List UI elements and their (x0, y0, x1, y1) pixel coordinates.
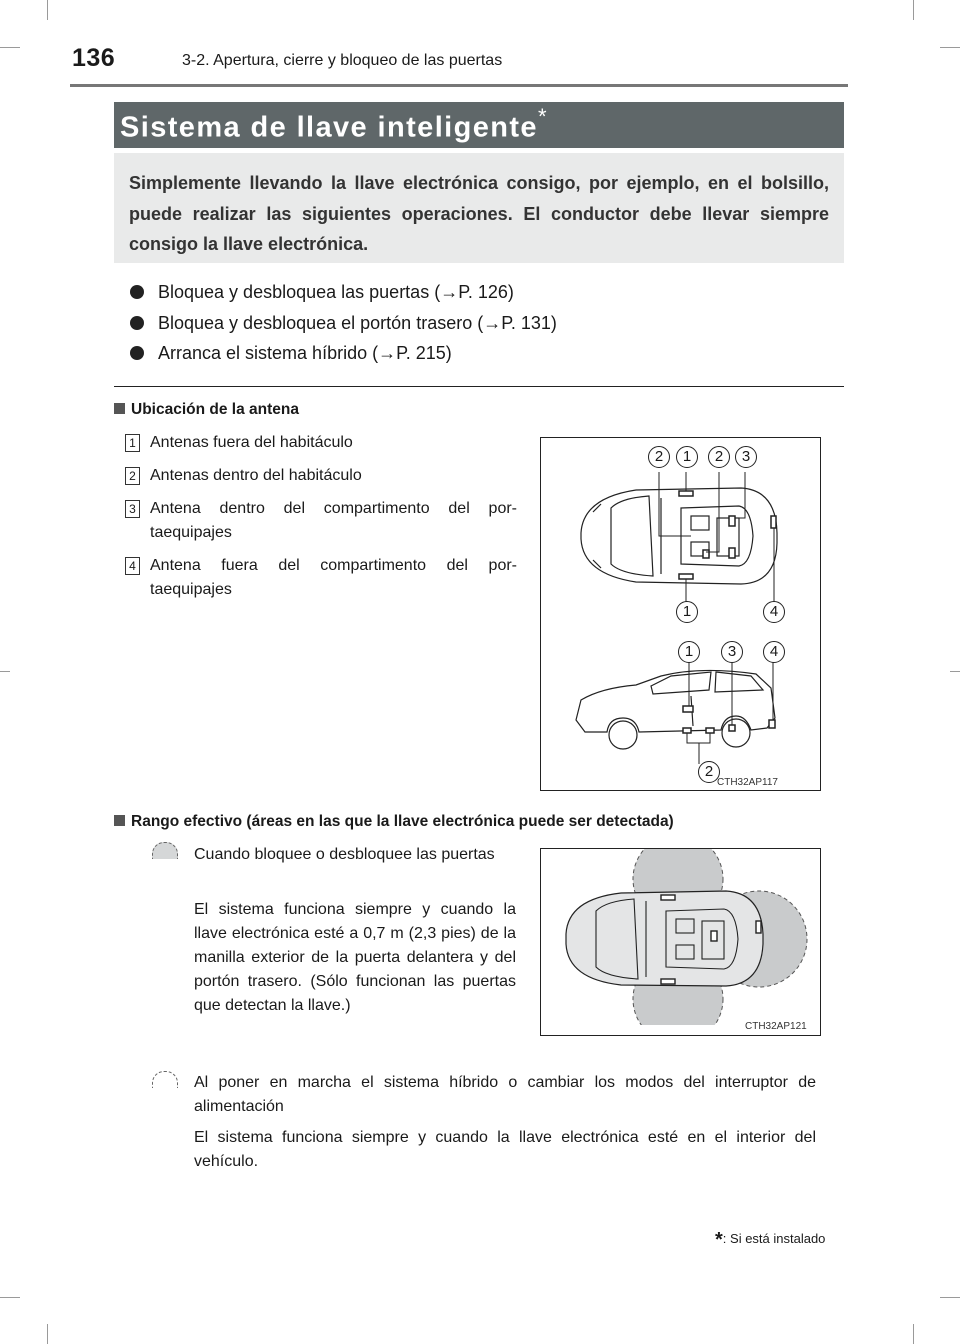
range-doors-body: El sistema funciona siempre y cuando la llave electrónica esté a 0,7 m (2,3 pies) de la manilla exterior de la puerta delantera y del portón trasero. (Sólo funcionan las puertas que detectan la llave.) (194, 901, 516, 1014)
page-title (120, 106, 548, 145)
antenna-item-text: Antenas dentro del habitáculo (150, 467, 362, 484)
bullet-icon (130, 316, 144, 330)
bullet-item (130, 313, 557, 334)
crop-mark (950, 671, 960, 672)
crop-mark (940, 47, 960, 48)
figure-code: CTH32AP121 (745, 1021, 807, 1032)
bullet-icon (130, 285, 144, 299)
square-bullet-icon (114, 815, 125, 826)
callout-3: 3 (721, 641, 743, 663)
callout-4: 4 (763, 641, 785, 663)
bullet-text: Bloquea y desbloquea el portón trasero (→P. 131) (158, 313, 557, 333)
page-number: 136 (72, 44, 116, 72)
detection-range-illustration (541, 849, 820, 1035)
number-badge: 3 (125, 500, 140, 518)
number-badge: 1 (125, 434, 140, 452)
antenna-item-text: Antena fuera del compartimento del por-taequipajes (150, 557, 517, 598)
crop-mark (0, 671, 10, 672)
range-heading-text: Rango efectivo (áreas en las que la llave electrónica puede ser detectada) (131, 813, 674, 830)
callout-3: 3 (735, 446, 757, 468)
callout-2: 2 (648, 446, 670, 468)
footnote-marker: * (715, 1229, 723, 1251)
callout-2: 2 (708, 446, 730, 468)
bullet-icon (130, 346, 144, 360)
crop-mark (913, 0, 914, 20)
interior-range-icon (152, 1071, 178, 1088)
bullet-text: Arranca el sistema híbrido (→P. 215) (158, 343, 452, 363)
header-divider (70, 84, 848, 87)
range-heading (114, 813, 674, 831)
crop-mark (47, 1324, 48, 1344)
figure-code: CTH32AP117 (717, 777, 778, 788)
range-area-icon (152, 842, 178, 859)
antenna-item-text: Antena dentro del compartimento del por-taequipajes (150, 500, 517, 541)
section-divider (114, 386, 844, 387)
footnote (715, 1226, 825, 1249)
range-start-title: Al poner en marcha el sistema híbrido o cambiar los modos del interruptor de alimentación (194, 1074, 816, 1115)
number-badge: 4 (125, 557, 140, 575)
intro-text: Simplemente llevando la llave electrónica consigo, por ejemplo, en el bolsillo, puede realizar las siguientes operaciones. El conductor debe llevar siempre consigo la llave electrónica. (129, 173, 829, 254)
crop-mark (47, 0, 48, 20)
callout-2: 2 (698, 761, 720, 783)
number-badge: 2 (125, 467, 140, 485)
crop-mark (0, 47, 20, 48)
callout-1: 1 (678, 641, 700, 663)
antenna-heading-text: Ubicación de la antena (131, 401, 299, 418)
optional-marker: * (537, 104, 548, 129)
footnote-text: : Si está instalado (722, 1231, 826, 1246)
crop-mark (940, 1297, 960, 1298)
antenna-item-text: Antenas fuera del habitáculo (150, 434, 353, 451)
range-start-body: El sistema funciona siempre y cuando la llave electrónica esté en el interior del vehículo. (194, 1129, 816, 1170)
range-doors-title: Cuando bloquee o desbloquee las puertas (194, 846, 495, 863)
range-figure (540, 848, 821, 1036)
bullet-item (130, 282, 514, 303)
callout-1: 1 (676, 601, 698, 623)
page-title-text: Sistema de llave inteligente (120, 111, 538, 144)
crop-mark (913, 1324, 914, 1344)
callout-4: 4 (763, 601, 785, 623)
crop-mark (0, 1297, 20, 1298)
callout-1: 1 (676, 446, 698, 468)
antenna-heading (114, 401, 299, 419)
bullet-item (130, 343, 452, 364)
antenna-location-figure (540, 437, 821, 791)
square-bullet-icon (114, 403, 125, 414)
bullet-text: Bloquea y desbloquea las puertas (→P. 126) (158, 282, 514, 302)
section-title: 3-2. Apertura, cierre y bloqueo de las puertas (182, 52, 503, 69)
